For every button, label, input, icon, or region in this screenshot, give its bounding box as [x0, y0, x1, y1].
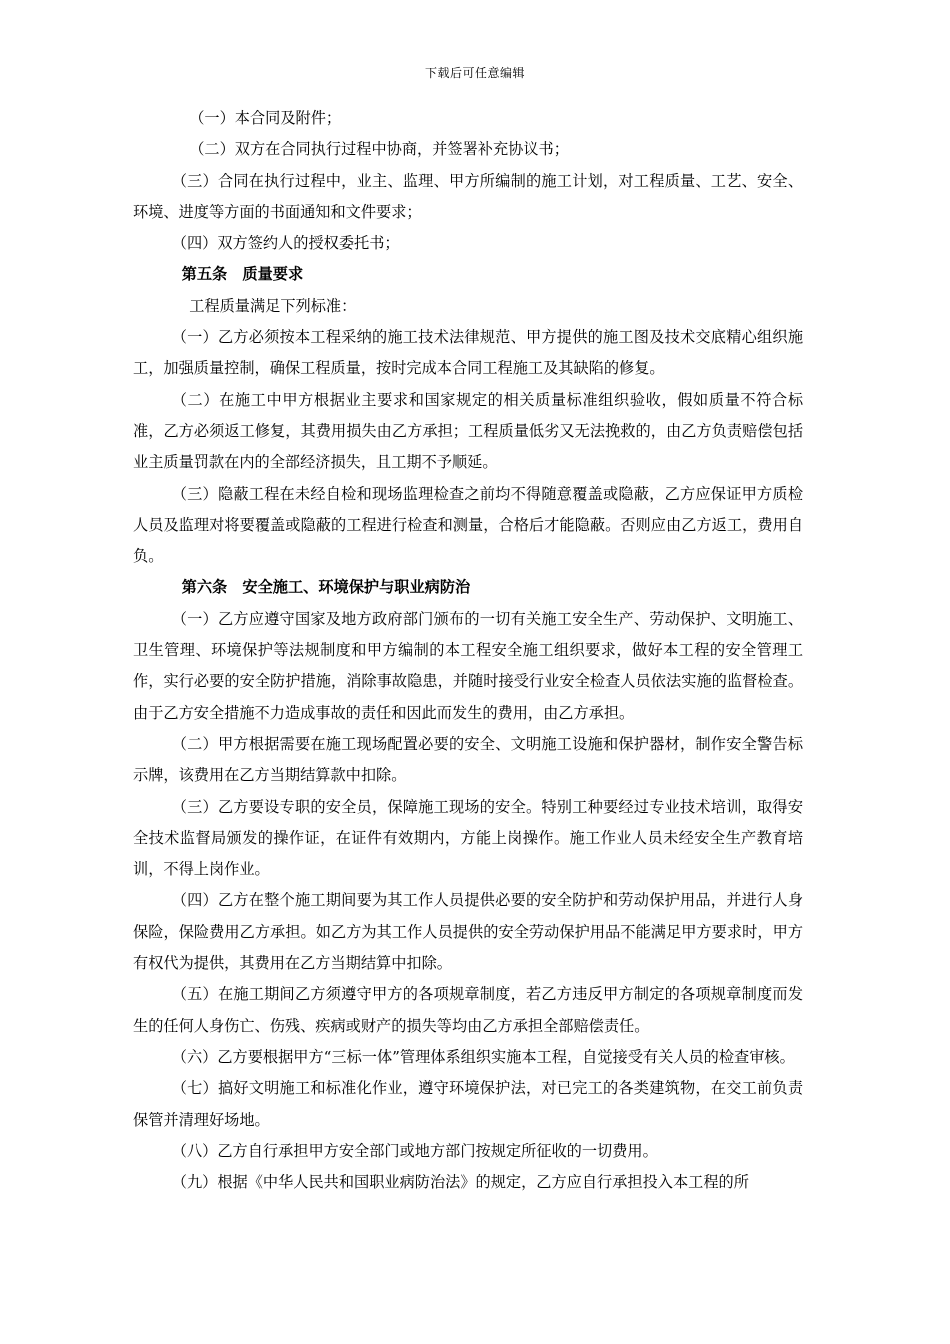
clause-item: （二）甲方根据需要在施工现场配置必要的安全、文明施工设施和保护器材，制作安全警告标示牌，该费用在乙方当期结算款中扣除。 — [133, 734, 803, 785]
clause-item: （三）乙方要设专职的安全员，保障施工现场的安全。特别工种要经过专业技术培训，取得安全技术监督局颁发的操作证，在证件有效期内，方能上岗操作。施工作业人员未经安全生产教育培训，不得上岗作业。 — [133, 797, 803, 879]
clause-item: （五）在施工期间乙方须遵守甲方的各项规章制度，若乙方违反甲方制定的各项规章制度而发生的任何人身伤亡、伤残、疾病或财产的损失等均由乙方承担全部赔偿责任。 — [133, 985, 803, 1035]
page-header-note: 下载后可任意编辑 — [424, 66, 525, 80]
clause-item: （四）乙方在整个施工期间要为其工作人员提供必要的安全防护和劳动保护用品，并进行人身保险，保险费用乙方承担。如乙方为其工作人员提供的安全劳动保护用品不能满足甲方要求时，甲方有权代为提供，其费用在乙方当期结算中扣除。 — [133, 891, 803, 973]
clause-item: （二）双方在合同执行过程中协商，并签署补充协议书； — [189, 140, 569, 159]
article-heading: 第五条 质量要求 — [181, 265, 304, 284]
document-body — [133, 103, 803, 1198]
clause-item: （一）乙方应遵守国家及地方政府部门颁布的一切有关施工安全生产、劳动保护、文明施工、卫生管理、环境保护等法规制度和甲方编制的本工程安全施工组织要求，做好本工程的安全管理工作，实行必要的安全防护措施，消除事故隐患，并随时接受行业安全检查人员依法实施的监督检查。由于乙方安全措施不力造成事故的责任和因此而发生的费用，由乙方承担。 — [133, 609, 803, 722]
clause-item: （二）在施工中甲方根据业主要求和国家规定的相关质量标准组织验收，假如质量不符合标准，乙方必须返工修复，其费用损失由乙方承担；工程质量低劣又无法挽救的，由乙方负责赔偿包括业主质量罚款在内的全部经济损失，且工期不予顺延。 — [133, 390, 803, 472]
clause-item: （一）乙方必须按本工程采纳的施工技术法律规范、甲方提供的施工图及技术交底精心组织施工，加强质量控制，确保工程质量，按时完成本合同工程施工及其缺陷的修复。 — [133, 328, 803, 378]
clause-item: （一）本合同及附件； — [189, 109, 342, 127]
clause-item: （三）隐蔽工程在未经自检和现场监理检查之前均不得随意覆盖或隐蔽，乙方应保证甲方质检人员及监理对将要覆盖或隐蔽的工程进行检查和测量，合格后才能隐蔽。否则应由乙方返工，费用自负。 — [133, 484, 803, 566]
clause-item: （四）双方签约人的授权委托书； — [171, 234, 400, 253]
clause-item: （八）乙方自行承担甲方安全部门或地方部门按规定所征收的一切费用。 — [171, 1141, 658, 1160]
article-heading: 第六条 安全施工、环境保护与职业病防治 — [181, 578, 471, 597]
clause-item: （三）合同在执行过程中，业主、监理、甲方所编制的施工计划，对工程质量、工艺、安全、环境、进度等方面的书面通知和文件要求； — [133, 171, 803, 221]
clause-item: （六）乙方要根据甲方“三标一体”管理体系组织实施本工程，自觉接受有关人员的检查审核。 — [171, 1047, 795, 1066]
clause-item: （七）搞好文明施工和标准化作业，遵守环境保护法，对已完工的各类建筑物，在交工前负责保管并清理好场地。 — [133, 1079, 803, 1129]
article-intro: 工程质量满足下列标准： — [189, 296, 357, 315]
clause-item: （九）根据《中华人民共和国职业病防治法》的规定，乙方应自行承担投入本工程的所 — [171, 1173, 749, 1192]
